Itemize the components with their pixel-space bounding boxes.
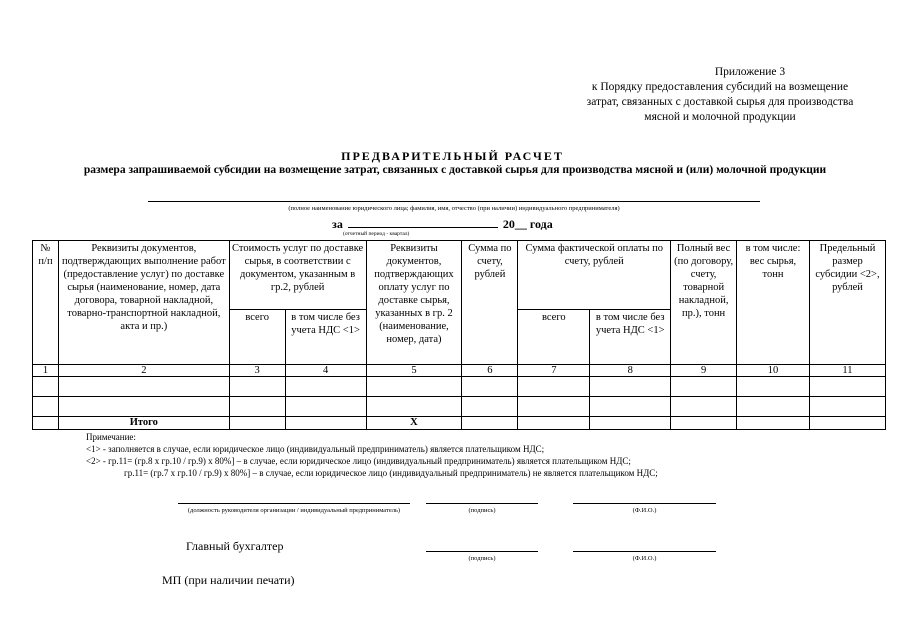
note-2-alt: гр.11= (гр.7 х гр.10 / гр.9) х 80%] – в случае, если юридическое лицо (индивидуальный предприниматель) не является плательщиком НДС; bbox=[124, 468, 658, 478]
table-cell[interactable] bbox=[285, 417, 366, 430]
table-row bbox=[33, 397, 886, 417]
appendix-block bbox=[540, 65, 900, 125]
column-number-row bbox=[33, 365, 886, 377]
table-cell[interactable] bbox=[285, 397, 366, 417]
chief-accountant-label: Главный бухгалтер bbox=[186, 539, 284, 553]
document-subtitle: размера запрашиваемой субсидии на возмещение затрат, связанных с доставкой сырья для производства мясной и (или) молочной продукции bbox=[83, 164, 827, 176]
table-cell[interactable] bbox=[809, 417, 885, 430]
header-cell: Полный вес (по договору, счету, товарной накладной, пр.), тонн bbox=[671, 241, 737, 365]
header-cell: Стоимость услуг по доставке сырья, в соответствии с документом, указанным в гр.2, рублей bbox=[229, 241, 366, 310]
notes-block bbox=[86, 431, 658, 479]
header-cell: Сумма фактической оплаты по счету, рублей bbox=[518, 241, 671, 310]
period-caption: (отчетный период - квартал) bbox=[343, 231, 410, 237]
name-line bbox=[573, 551, 716, 552]
table-cell[interactable] bbox=[809, 397, 885, 417]
appendix-line: к Порядку предоставления субсидий на возмещение bbox=[591, 81, 849, 93]
column-number: 4 bbox=[285, 365, 366, 377]
column-number: 8 bbox=[590, 365, 671, 377]
total-label: Итого bbox=[58, 417, 229, 430]
column-number: 6 bbox=[462, 365, 518, 377]
table-cell[interactable] bbox=[33, 377, 59, 397]
column-number: 11 bbox=[809, 365, 885, 377]
stamp-label: МП (при наличии печати) bbox=[162, 573, 295, 587]
name-caption: (Ф.И.О.) bbox=[632, 555, 657, 562]
period-year: 20__ года bbox=[502, 217, 553, 231]
table-header-row bbox=[33, 241, 886, 310]
period-row bbox=[332, 217, 553, 232]
column-number: 7 bbox=[518, 365, 590, 377]
total-row bbox=[33, 417, 886, 430]
table-cell[interactable] bbox=[737, 377, 810, 397]
table-cell[interactable] bbox=[671, 417, 737, 430]
name-line bbox=[573, 503, 716, 504]
appendix-line: затрат, связанных с доставкой сырья для производства bbox=[586, 96, 854, 108]
header-cell: в том числе: вес сырья, тонн bbox=[737, 241, 810, 365]
table-cell[interactable] bbox=[590, 377, 671, 397]
column-number: 9 bbox=[671, 365, 737, 377]
header-cell: Реквизиты документов, подтверждающих оплату услуг по доставке сырья, указанных в гр. 2 (наименование, номер, дата) bbox=[366, 241, 462, 365]
header-cell: Сумма по счету, рублей bbox=[462, 241, 518, 365]
table-cell[interactable] bbox=[809, 377, 885, 397]
header-cell: Предельный размер субсидии <2>, рублей bbox=[809, 241, 885, 365]
table-cell[interactable] bbox=[229, 397, 285, 417]
document-title: ПРЕДВАРИТЕЛЬНЫЙ РАСЧЕТ bbox=[341, 149, 564, 163]
table-cell[interactable] bbox=[518, 397, 590, 417]
note-2: <2> - гр.11= (гр.8 х гр.10 / гр.9) х 80%] – в случае, если юридическое лицо (индивидуальный предприниматель) является плательщиком НДС; bbox=[86, 456, 631, 466]
column-number: 10 bbox=[737, 365, 810, 377]
header-cell: № п/п bbox=[33, 241, 59, 365]
table-cell[interactable] bbox=[590, 417, 671, 430]
table-cell[interactable] bbox=[229, 417, 285, 430]
table-cell[interactable] bbox=[671, 397, 737, 417]
table-row bbox=[33, 377, 886, 397]
position-caption: (должность руководителя организации / индивидуальный предприниматель) bbox=[187, 507, 401, 514]
header-cell: в том числе без учета НДС <1> bbox=[285, 310, 366, 365]
table-cell[interactable] bbox=[58, 377, 229, 397]
table-cell[interactable] bbox=[590, 397, 671, 417]
column-number: 2 bbox=[58, 365, 229, 377]
table-cell[interactable] bbox=[462, 377, 518, 397]
signature-caption: (подпись) bbox=[468, 555, 496, 562]
table-cell[interactable] bbox=[58, 397, 229, 417]
signature-line bbox=[426, 503, 538, 504]
calculation-table bbox=[32, 240, 886, 430]
table-cell[interactable] bbox=[462, 397, 518, 417]
header-cell: всего bbox=[518, 310, 590, 365]
org-name-caption: (полное наименование юридического лица; фамилия, имя, отчество (при наличии) индивидуального предпринимателя) bbox=[288, 205, 620, 212]
table-cell[interactable] bbox=[33, 397, 59, 417]
header-cell: всего bbox=[229, 310, 285, 365]
column-number: 5 bbox=[366, 365, 462, 377]
notes-title: Примечание: bbox=[86, 432, 136, 442]
signature-line bbox=[426, 551, 538, 552]
period-prefix: за bbox=[332, 217, 343, 231]
table-cell[interactable] bbox=[462, 417, 518, 430]
appendix-line: мясной и молочной продукции bbox=[644, 111, 796, 123]
column-number: 1 bbox=[33, 365, 59, 377]
table-cell[interactable] bbox=[229, 377, 285, 397]
table-cell[interactable] bbox=[518, 417, 590, 430]
note-1: <1> - заполняется в случае, если юридическое лицо (индивидуальный предприниматель) является плательщиком НДС; bbox=[86, 444, 545, 454]
table-cell bbox=[33, 417, 59, 430]
table-cell[interactable] bbox=[285, 377, 366, 397]
position-line bbox=[178, 503, 410, 504]
signature-caption: (подпись) bbox=[468, 507, 496, 514]
org-name-line bbox=[148, 201, 760, 202]
header-cell: в том числе без учета НДС <1> bbox=[590, 310, 671, 365]
table-cell[interactable] bbox=[737, 397, 810, 417]
table-cell[interactable] bbox=[366, 397, 462, 417]
appendix-title: Приложение 3 bbox=[714, 66, 786, 78]
table-cell[interactable] bbox=[366, 377, 462, 397]
header-cell: Реквизиты документов, подтверждающих выполнение работ (предоставление услуг) по доставке сырья (наименование, номер, дата договора, товарной накладной, товарно-транспортной накладной, акта и пр.) bbox=[58, 241, 229, 365]
table-cell[interactable] bbox=[671, 377, 737, 397]
period-blank bbox=[348, 217, 498, 228]
column-number: 3 bbox=[229, 365, 285, 377]
name-caption: (Ф.И.О.) bbox=[632, 507, 657, 514]
table-cell[interactable] bbox=[518, 377, 590, 397]
total-mark: Х bbox=[366, 417, 462, 430]
table-cell[interactable] bbox=[737, 417, 810, 430]
